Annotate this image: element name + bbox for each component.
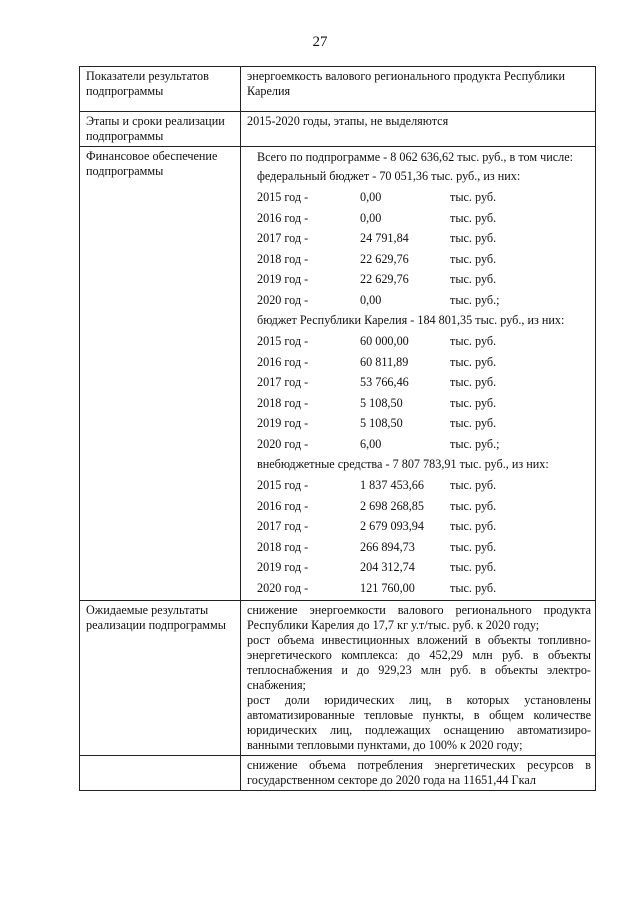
table-row bbox=[80, 112, 596, 147]
row-label: Показатели результатов подпрограммы bbox=[80, 67, 241, 112]
passport-table bbox=[79, 66, 596, 791]
expected-results-continued bbox=[241, 756, 596, 791]
financing-cell bbox=[241, 147, 596, 601]
year-row: 2015 год - 1 837 453,66 тыс. руб. bbox=[257, 478, 497, 492]
year-row: 2017 год - 24 791,84 тыс. руб. bbox=[257, 231, 497, 245]
year-row: 2018 год - 266 894,73 тыс. руб. bbox=[257, 539, 497, 554]
expected-result-2: рост объема инвестиционных вложений в объекты топливно-энергетического комплекса: до 452,29 млн руб. в объекты теплоснабжения и до 929,23 млн руб. в объекты электро-снабжения; bbox=[247, 633, 591, 692]
year-row: 2018 год - 22 629,76 тыс. руб. bbox=[257, 251, 497, 266]
table-row bbox=[80, 756, 596, 791]
year-row: 2020 год - 0,00 тыс. руб.; bbox=[257, 292, 500, 307]
expected-result-3: рост доли юридических лиц, в которых установлены автоматизированные тепловые пункты, в общем количестве юридических лиц, подлежащих оснащению автоматизиро-ванными тепловыми пунктами, до 100% к 2020 году; bbox=[247, 693, 591, 752]
extrabudget-title: внебюджетные средства - 7 807 783,91 тыс. руб., из них: bbox=[257, 457, 549, 471]
federal-years bbox=[247, 187, 591, 310]
expected-result-1: снижение энергоемкости валового регионального продукта Республики Карелия до 17,7 кг у.т/тыс. руб. к 2020 году; bbox=[247, 603, 591, 632]
table-row bbox=[80, 601, 596, 756]
table-row bbox=[80, 67, 596, 112]
year-row: 2018 год - 5 108,50 тыс. руб. bbox=[257, 395, 497, 410]
year-row: 2016 год - 60 811,89 тыс. руб. bbox=[257, 354, 497, 369]
year-row: 2017 год - 53 766,46 тыс. руб. bbox=[257, 375, 497, 389]
federal-title: федеральный бюджет - 70 051,36 тыс. руб., из них: bbox=[257, 169, 521, 183]
row-label bbox=[80, 756, 241, 791]
table-row bbox=[80, 147, 596, 601]
year-row: 2015 год - 60 000,00 тыс. руб. bbox=[257, 334, 497, 348]
regional-years bbox=[247, 331, 591, 454]
row-value: энергоемкость валового регионального продукта Республики Карелия bbox=[241, 67, 596, 112]
year-row: 2020 год - 6,00 тыс. руб.; bbox=[257, 436, 500, 451]
row-label: Финансовое обеспечение подпрограммы bbox=[80, 147, 241, 601]
year-row: 2016 год - 0,00 тыс. руб. bbox=[257, 210, 497, 225]
page-number: 27 bbox=[312, 34, 328, 50]
year-row: 2019 год - 5 108,50 тыс. руб. bbox=[257, 416, 497, 430]
row-label: Ожидаемые результаты реализации подпрограммы bbox=[80, 601, 241, 756]
financing-total: Всего по подпрограмме - 8 062 636,62 тыс. руб., в том числе: bbox=[257, 150, 574, 164]
year-row: 2016 год - 2 698 268,85 тыс. руб. bbox=[257, 498, 497, 513]
row-label: Этапы и сроки реализации подпрограммы bbox=[80, 112, 241, 147]
year-row: 2019 год - 204 312,74 тыс. руб. bbox=[257, 560, 497, 574]
expected-result-4: снижение объема потребления энергетических ресурсов в государственном секторе до 2020 года на 11651,44 Гкал bbox=[247, 758, 591, 787]
year-row: 2020 год - 121 760,00 тыс. руб. bbox=[257, 580, 497, 595]
regional-title: бюджет Республики Карелия - 184 801,35 тыс. руб., из них: bbox=[257, 313, 565, 327]
year-row: 2015 год - 0,00 тыс. руб. bbox=[257, 190, 497, 204]
year-row: 2017 год - 2 679 093,94 тыс. руб. bbox=[257, 519, 497, 533]
extrabudget-years bbox=[247, 475, 591, 598]
row-value: 2015-2020 годы, этапы, не выделяются bbox=[241, 112, 596, 147]
year-row: 2019 год - 22 629,76 тыс. руб. bbox=[257, 272, 497, 286]
expected-results-cell bbox=[241, 601, 596, 756]
